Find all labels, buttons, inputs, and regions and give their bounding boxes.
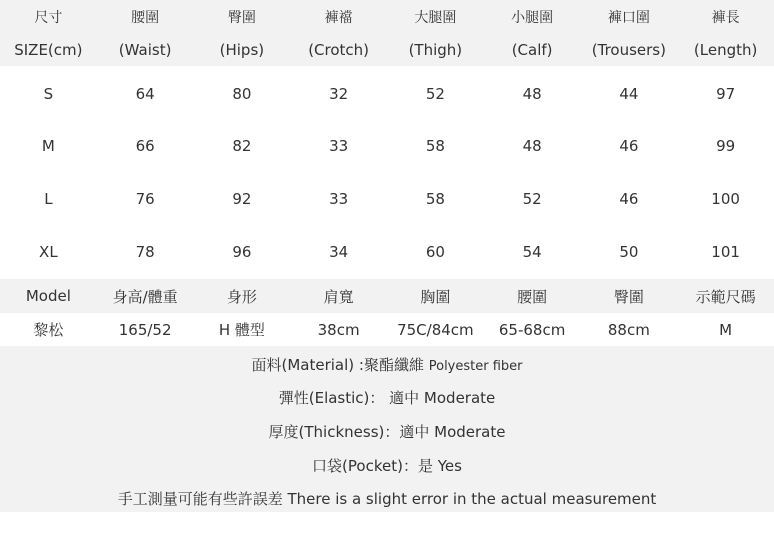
table-cell: 34: [329, 242, 349, 261]
table-cell: 33: [329, 137, 349, 155]
thickness-note: 厚度(Thickness)：適中 Moderate: [268, 423, 506, 441]
model-cell: 黎松: [33, 321, 64, 339]
table-cell: 64: [135, 85, 155, 103]
table-row-l: [0, 172, 774, 225]
measurement-error-note: 手工測量可能有些許誤差 There is a slight error in the actual measurement: [117, 490, 657, 508]
model-header-cell: 肩寬: [323, 287, 354, 306]
material-value: Polyester fiber: [428, 359, 523, 374]
table-cell: 50: [619, 242, 639, 261]
model-header-cell: 腰圍: [517, 287, 548, 306]
header-cn-crotch: 褲襠: [324, 10, 353, 26]
header-cn-trousers: 褲口圍: [607, 10, 650, 26]
table-cell: 46: [619, 137, 639, 155]
header-cn-size: 尺寸: [34, 10, 63, 26]
model-header-row: [0, 279, 774, 313]
table-cell: 33: [329, 189, 349, 208]
header-en-hips: (Hips): [219, 41, 265, 59]
table-cell: 76: [135, 189, 155, 208]
table-cell: 66: [135, 137, 155, 155]
table-cell: L: [44, 189, 53, 208]
table-cell: 32: [329, 85, 349, 103]
model-cell: 38cm: [317, 320, 360, 339]
model-cell: M: [719, 320, 733, 339]
header-en-thigh: (Thigh): [408, 41, 463, 59]
product-notes: [0, 346, 774, 512]
table-cell: 58: [425, 189, 445, 208]
table-cell: 60: [425, 242, 445, 261]
header-cn-length: 褲長: [711, 10, 740, 26]
table-cell: 58: [425, 137, 445, 155]
table-cell: 54: [522, 242, 542, 261]
table-cell: 80: [232, 85, 252, 103]
table-cell: 96: [232, 242, 252, 261]
table-row-xl: [0, 225, 774, 278]
table-cell: 44: [619, 85, 639, 103]
header-cn-waist: 腰圍: [131, 10, 160, 26]
table-cell: 52: [425, 85, 445, 103]
table-cell: M: [41, 137, 55, 155]
header-cn-thigh: 大腿圍: [414, 10, 457, 26]
table-cell: 97: [716, 85, 736, 103]
model-cell: 75C/84cm: [397, 320, 474, 339]
table-cell: 48: [522, 85, 542, 103]
table-row-s: [0, 68, 774, 120]
header-en-length: (Length): [693, 41, 758, 59]
model-row: [0, 313, 774, 346]
model-cell: 165/52: [118, 320, 172, 339]
header-row-english: [0, 34, 774, 66]
model-cell: 65-68cm: [498, 320, 566, 339]
table-row-m: [0, 120, 774, 172]
table-cell: 46: [619, 189, 639, 208]
model-header-cell: Model: [25, 287, 71, 305]
header-row-chinese: [0, 0, 774, 34]
table-cell: 99: [716, 137, 736, 155]
header-cn-hips: 臀圍: [227, 10, 256, 26]
table-cell: 78: [135, 242, 155, 261]
elastic-note: 彈性(Elastic)： 適中 Moderate: [278, 389, 496, 407]
header-en-size: SIZE(cm): [14, 41, 83, 59]
table-cell: 101: [711, 242, 740, 261]
model-header-cell: 身形: [226, 287, 257, 306]
material-label: 面料(Material) :聚酯纖維: [251, 356, 424, 374]
model-header-cell: 身高/體重: [112, 287, 178, 306]
header-en-crotch: (Crotch): [308, 41, 370, 59]
model-header-cell: 胸圍: [420, 287, 451, 306]
material-note: [0, 354, 774, 375]
model-header-cell: 示範尺碼: [695, 287, 756, 306]
header-en-trousers: (Trousers): [591, 41, 666, 59]
table-cell: S: [43, 85, 54, 103]
table-cell: 82: [232, 137, 252, 155]
table-cell: 52: [522, 189, 542, 208]
model-cell: 88cm: [607, 320, 650, 339]
header-cn-calf: 小腿圍: [511, 10, 554, 26]
table-cell: XL: [39, 242, 58, 261]
header-en-calf: (Calf): [511, 41, 553, 59]
table-cell: 48: [522, 137, 542, 155]
table-cell: 100: [711, 189, 740, 208]
header-en-waist: (Waist): [118, 41, 172, 59]
model-cell: H 體型: [218, 321, 265, 339]
table-cell: 92: [232, 189, 252, 208]
model-header-cell: 臀圍: [613, 287, 644, 306]
pocket-note: 口袋(Pocket)：是 Yes: [312, 457, 462, 475]
